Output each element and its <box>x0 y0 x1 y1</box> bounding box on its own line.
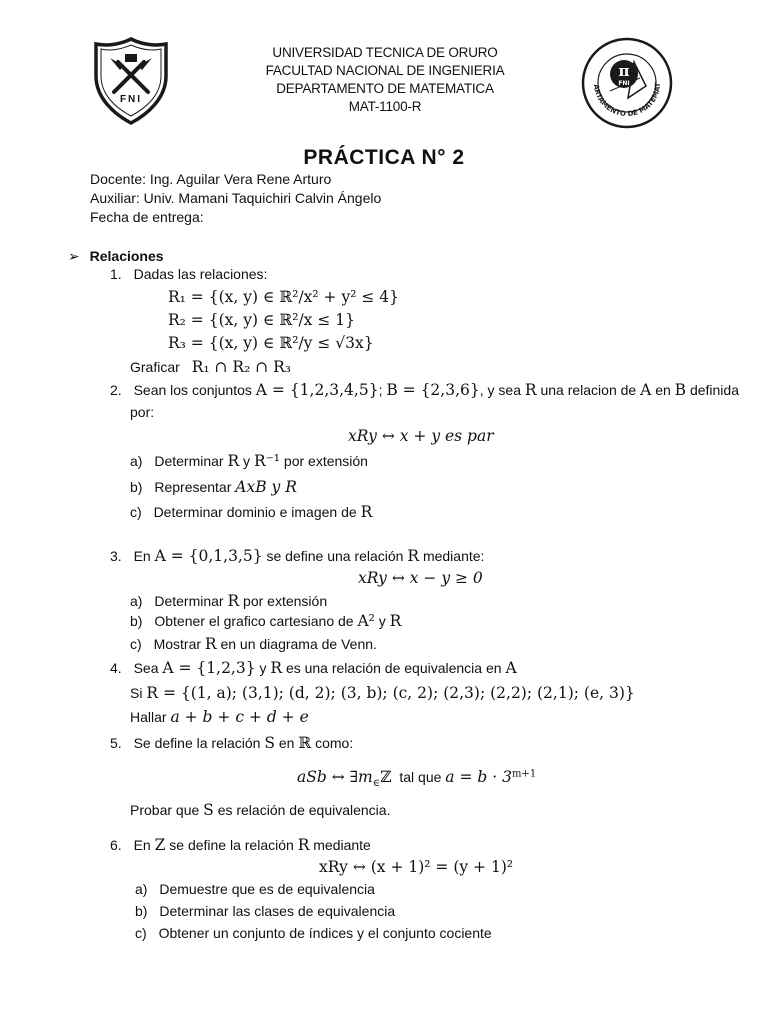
problem-number: 2. <box>110 382 122 398</box>
problem-3-formula: xRy ↔ x − y ≥ 0 <box>358 569 483 587</box>
problem-text: se define una relación <box>266 548 404 564</box>
separator: ; <box>378 382 383 398</box>
set-a: A = {1,2,3,4,5} <box>255 381 379 399</box>
item-label: b) <box>130 479 143 495</box>
seal-pi-symbol: π <box>618 62 630 80</box>
item-text: Determinar <box>154 453 224 469</box>
problem-text: Sean los conjuntos <box>133 382 252 398</box>
section-title: Relaciones <box>89 248 164 264</box>
fni-logo-text: FNI <box>119 94 143 105</box>
problem-text: tal que <box>399 769 442 785</box>
item-text: por extensión <box>283 453 368 469</box>
math-symbol: B <box>674 381 687 399</box>
math-symbol: S <box>203 801 214 819</box>
problem-2-formula: xRy ↔ x + y es par <box>348 427 494 445</box>
problem-5-line1 <box>110 734 353 752</box>
problem-5-formula <box>297 768 536 789</box>
math-symbol: R⁻¹ <box>253 452 281 470</box>
problem-text: Sea <box>133 660 159 676</box>
header-faculty: FACULTAD NACIONAL DE INGENIERIA <box>265 63 505 78</box>
math-symbol: S <box>264 734 275 752</box>
problem-number: 1. <box>110 266 122 282</box>
problem-text: en <box>655 382 671 398</box>
math-symbol: R <box>270 659 283 677</box>
item-text: Demuestre que es de equivalencia <box>159 881 375 897</box>
math-symbol: R <box>297 836 310 854</box>
problem-4-line3 <box>130 708 309 726</box>
problem-text: Hallar <box>130 709 167 725</box>
problem-text: es una relación de equivalencia en <box>285 660 502 676</box>
problem-number: 5. <box>110 735 122 751</box>
problem-2-line2: por: <box>130 404 155 420</box>
math-symbol: R <box>360 503 373 521</box>
problem-number: 4. <box>110 660 122 676</box>
meta-fecha: Fecha de entrega: <box>90 209 204 225</box>
problem-5-line3 <box>130 801 390 819</box>
math-symbol: A² <box>357 612 375 630</box>
problem-text: Si <box>130 685 143 701</box>
item-text: por extensión <box>243 593 328 609</box>
relation-r1: R₁ = {(x, y) ∈ ℝ²/x² + y² ≤ 4} <box>168 288 400 306</box>
item-label: b) <box>130 613 143 629</box>
problem-6-formula: xRy ↔ (x + 1)² = (y + 1)² <box>319 858 514 876</box>
math-symbol: R <box>204 635 217 653</box>
section-heading <box>68 248 164 265</box>
math-formula: ∈ <box>372 777 381 789</box>
problem-6-item-b <box>135 903 395 919</box>
math-symbol: AxB y R <box>235 478 297 496</box>
problem-text: mediante <box>313 837 371 853</box>
math-symbol: R <box>389 612 402 630</box>
graficar-expression: R₁ ∩ R₂ ∩ R₃ <box>191 358 292 376</box>
item-text: Determinar las clases de equivalencia <box>159 903 396 919</box>
problem-3-item-b <box>130 612 401 630</box>
bullet-arrow-icon: ➢ <box>68 249 80 265</box>
seal-arc-text: ARTAMENTO DE MATEMAT <box>591 82 663 119</box>
item-text: Determinar <box>154 593 224 609</box>
item-label: a) <box>135 881 148 897</box>
math-exponent: m+1 <box>511 768 537 780</box>
problem-3-item-c <box>130 635 377 653</box>
item-text: y <box>378 613 386 629</box>
math-symbol: R <box>407 547 420 565</box>
reals-symbol: ℝ <box>298 734 312 752</box>
problem-2-line1 <box>110 381 739 399</box>
math-department-seal <box>580 36 674 130</box>
set-b: B = {2,3,6} <box>386 381 480 399</box>
math-formula: a = b · 3 <box>445 768 512 786</box>
problem-2-item-b <box>130 478 297 496</box>
math-symbol: R <box>227 452 240 470</box>
header-department: DEPARTAMENTO DE MATEMATICA <box>276 81 494 96</box>
item-label: c) <box>135 925 147 941</box>
problem-text: Dadas las relaciones: <box>133 266 268 282</box>
integers-symbol: ℤ <box>380 768 392 786</box>
item-text: Representar <box>154 479 232 495</box>
item-text: y <box>243 453 251 469</box>
item-text: Mostrar <box>153 636 202 652</box>
item-text: Obtener el grafico cartesiano de <box>154 613 354 629</box>
meta-auxiliar: Auxiliar: Univ. Mamani Taquichiri Calvin Ángelo <box>90 190 382 206</box>
problem-text: se define la relación <box>169 837 294 853</box>
sum-expression: a + b + c + d + e <box>170 708 309 726</box>
set-a: A = {1,2,3} <box>162 659 256 677</box>
seal-fni-text: FNI <box>618 80 630 87</box>
math-symbol: A <box>640 381 652 399</box>
problem-text: y <box>259 660 267 676</box>
item-label: b) <box>135 903 148 919</box>
relation-set: R = {(1, a); (3,1); (d, 2); (3, b); (c, 2); (2,3); (2,2); (2,1); (e, 3)} <box>146 684 635 702</box>
problem-text: en <box>278 735 295 751</box>
document-meta <box>90 170 381 227</box>
fni-shield-logo <box>92 36 170 126</box>
item-text: Determinar dominio e imagen de <box>153 504 357 520</box>
meta-docente: Docente: Ing. Aguilar Vera Rene Arturo <box>90 171 332 187</box>
item-label: a) <box>130 593 143 609</box>
math-symbol: R <box>227 592 240 610</box>
item-label: c) <box>130 636 142 652</box>
problem-text: En <box>133 548 151 564</box>
problem-number: 3. <box>110 548 122 564</box>
header-course-code: MAT-1100-R <box>348 99 422 114</box>
problem-text: definida <box>689 382 739 398</box>
problem-3-item-a <box>130 592 327 610</box>
problem-text: como: <box>315 735 354 751</box>
problem-4-line1 <box>110 659 517 677</box>
problem-6-line1 <box>110 836 371 854</box>
institution-header <box>230 44 540 116</box>
problem-text: , y sea <box>479 382 521 398</box>
problem-text: Se define la relación <box>133 735 261 751</box>
problem-text: En <box>133 837 151 853</box>
problem-number: 6. <box>110 837 122 853</box>
problem-6-item-c <box>135 925 492 941</box>
item-text: Obtener un conjunto de índices y el conjunto cociente <box>158 925 492 941</box>
problem-6-item-a <box>135 881 375 897</box>
set-a: A = {0,1,3,5} <box>154 547 263 565</box>
math-formula: aSb ↔ ∃m <box>297 768 373 786</box>
relation-r2: R₂ = {(x, y) ∈ ℝ²/x ≤ 1} <box>168 311 355 329</box>
item-label: c) <box>130 504 142 520</box>
math-symbol: R <box>524 381 537 399</box>
problem-text: Probar que <box>130 802 200 818</box>
problem-text: es relación de equivalencia. <box>217 802 391 818</box>
graficar-label: Graficar <box>130 359 180 375</box>
page-title: PRÁCTICA N° 2 <box>303 146 465 169</box>
problem-3-line1 <box>110 547 484 565</box>
graficar-line <box>130 358 291 376</box>
problem-2-item-c <box>130 503 372 521</box>
problem-1-intro <box>110 266 267 282</box>
problem-text: mediante: <box>422 548 485 564</box>
header-university: UNIVERSIDAD TECNICA DE ORURO <box>272 45 498 60</box>
problem-2-item-a <box>130 452 368 470</box>
problem-text: una relacion de <box>540 382 637 398</box>
math-symbol: Z <box>154 836 166 854</box>
math-symbol: A <box>505 659 517 677</box>
relation-r3: R₃ = {(x, y) ∈ ℝ²/y ≤ √3x} <box>168 334 374 352</box>
item-label: a) <box>130 453 143 469</box>
item-text: en un diagrama de Venn. <box>220 636 377 652</box>
problem-4-line2 <box>130 684 635 702</box>
